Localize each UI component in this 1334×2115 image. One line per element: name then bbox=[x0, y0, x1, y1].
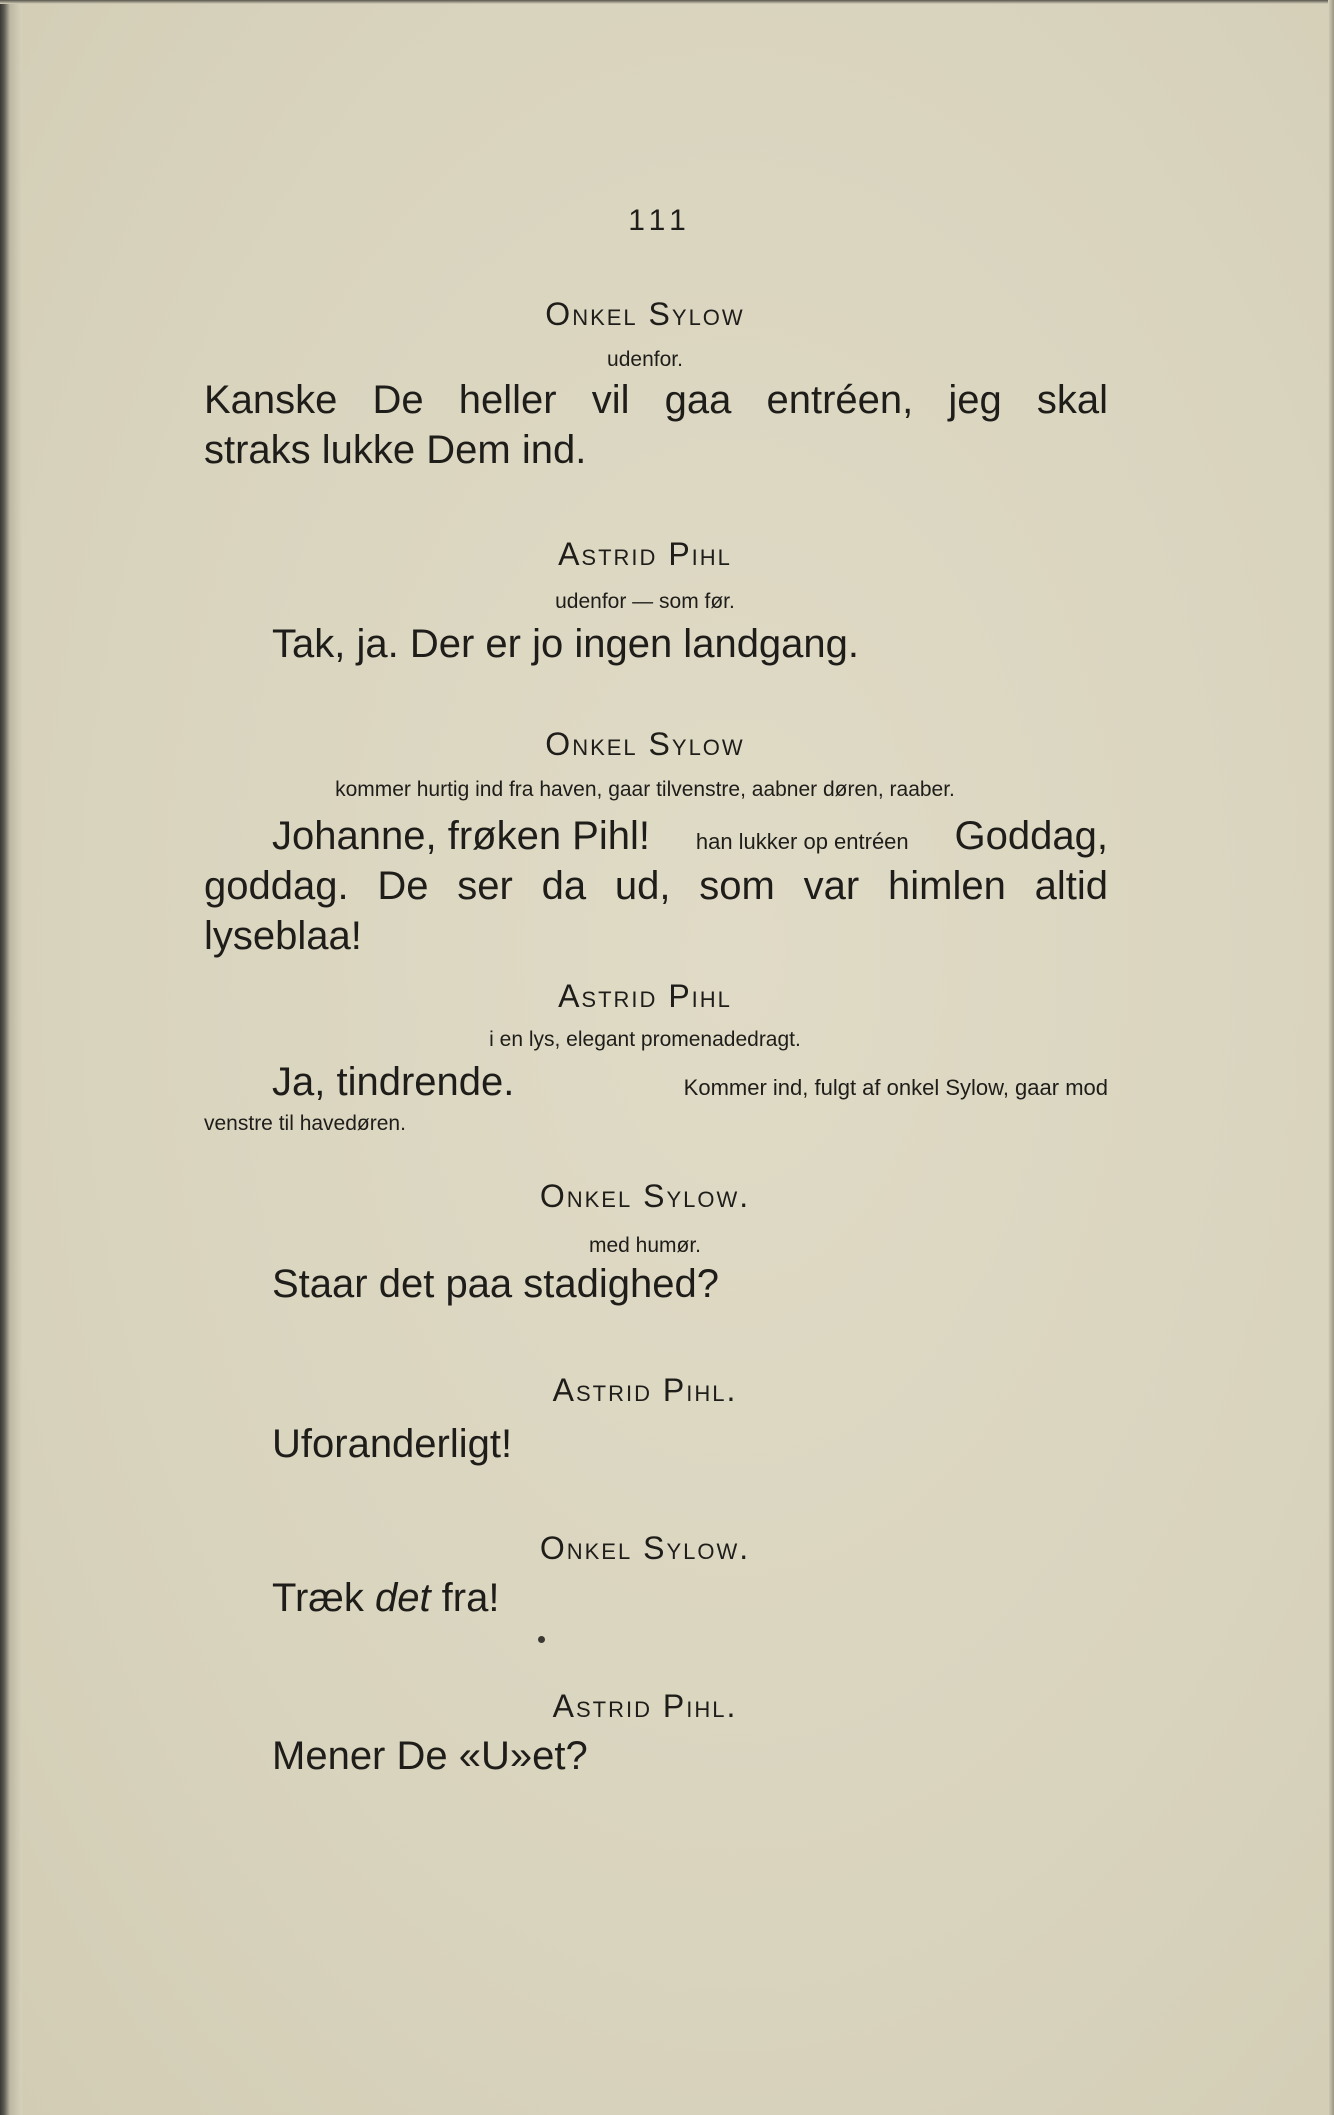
ink-speck bbox=[538, 1636, 545, 1643]
speaker-name: Astrid Pihl. bbox=[552, 1688, 738, 1724]
stage-direction: kommer hurtig ind fra haven, gaar tilvenstre, aabner døren, raaber. bbox=[335, 778, 955, 801]
speaker-name: Astrid Pihl bbox=[558, 978, 732, 1014]
speaker-name: Onkel Sylow. bbox=[539, 1178, 751, 1214]
page-top-edge bbox=[0, 0, 1334, 4]
stage-direction: venstre til havedøren. bbox=[204, 1112, 406, 1135]
dialogue-text: Johanne, frøken Pihl! bbox=[272, 814, 650, 858]
inline-stage-direction: Kommer ind, fulgt af onkel Sylow, gaar mod bbox=[683, 1075, 1108, 1100]
dialogue-text: Ja, tindrende. bbox=[272, 1060, 515, 1104]
stage-direction: udenfor — som før. bbox=[555, 590, 735, 613]
dialogue-line: Mener De «U»et? bbox=[272, 1734, 588, 1778]
page-right-edge bbox=[1328, 0, 1334, 2115]
speaker-name: Astrid Pihl. bbox=[552, 1372, 738, 1408]
dialogue-line: goddag. De ser da ud, som var himlen altid bbox=[204, 864, 1108, 908]
dialogue-text: Goddag, bbox=[954, 814, 1108, 858]
speaker-name: Astrid Pihl bbox=[558, 536, 732, 572]
speaker-name: Onkel Sylow bbox=[545, 296, 745, 332]
stage-direction: i en lys, elegant promenadedragt. bbox=[489, 1028, 801, 1051]
dialogue-line: Tak, ja. Der er jo ingen landgang. bbox=[272, 622, 860, 666]
inline-stage-direction: han lukker op entréen bbox=[695, 829, 909, 854]
dialogue-line: Kanske De heller vil gaa entréen, jeg skal bbox=[204, 378, 1108, 422]
dialogue-text: fra! bbox=[430, 1576, 500, 1620]
page-number: 111 bbox=[628, 204, 692, 237]
dialogue-line bbox=[272, 1576, 499, 1621]
dialogue-line: Uforanderligt! bbox=[272, 1422, 513, 1466]
dialogue-line-with-direction bbox=[272, 814, 1108, 859]
stage-direction: med humør. bbox=[588, 1234, 702, 1257]
stage-direction: udenfor. bbox=[607, 348, 683, 371]
dialogue-line: Staar det paa stadighed? bbox=[272, 1262, 720, 1306]
dialogue-line-with-direction bbox=[272, 1060, 1108, 1105]
dialogue-text: Træk bbox=[272, 1576, 375, 1620]
dialogue-line: lyseblaa! bbox=[204, 914, 362, 958]
emphasized-word: det bbox=[374, 1576, 431, 1620]
speaker-name: Onkel Sylow. bbox=[539, 1530, 751, 1566]
dialogue-line: straks lukke Dem ind. bbox=[204, 428, 587, 472]
speaker-name: Onkel Sylow bbox=[545, 726, 745, 762]
